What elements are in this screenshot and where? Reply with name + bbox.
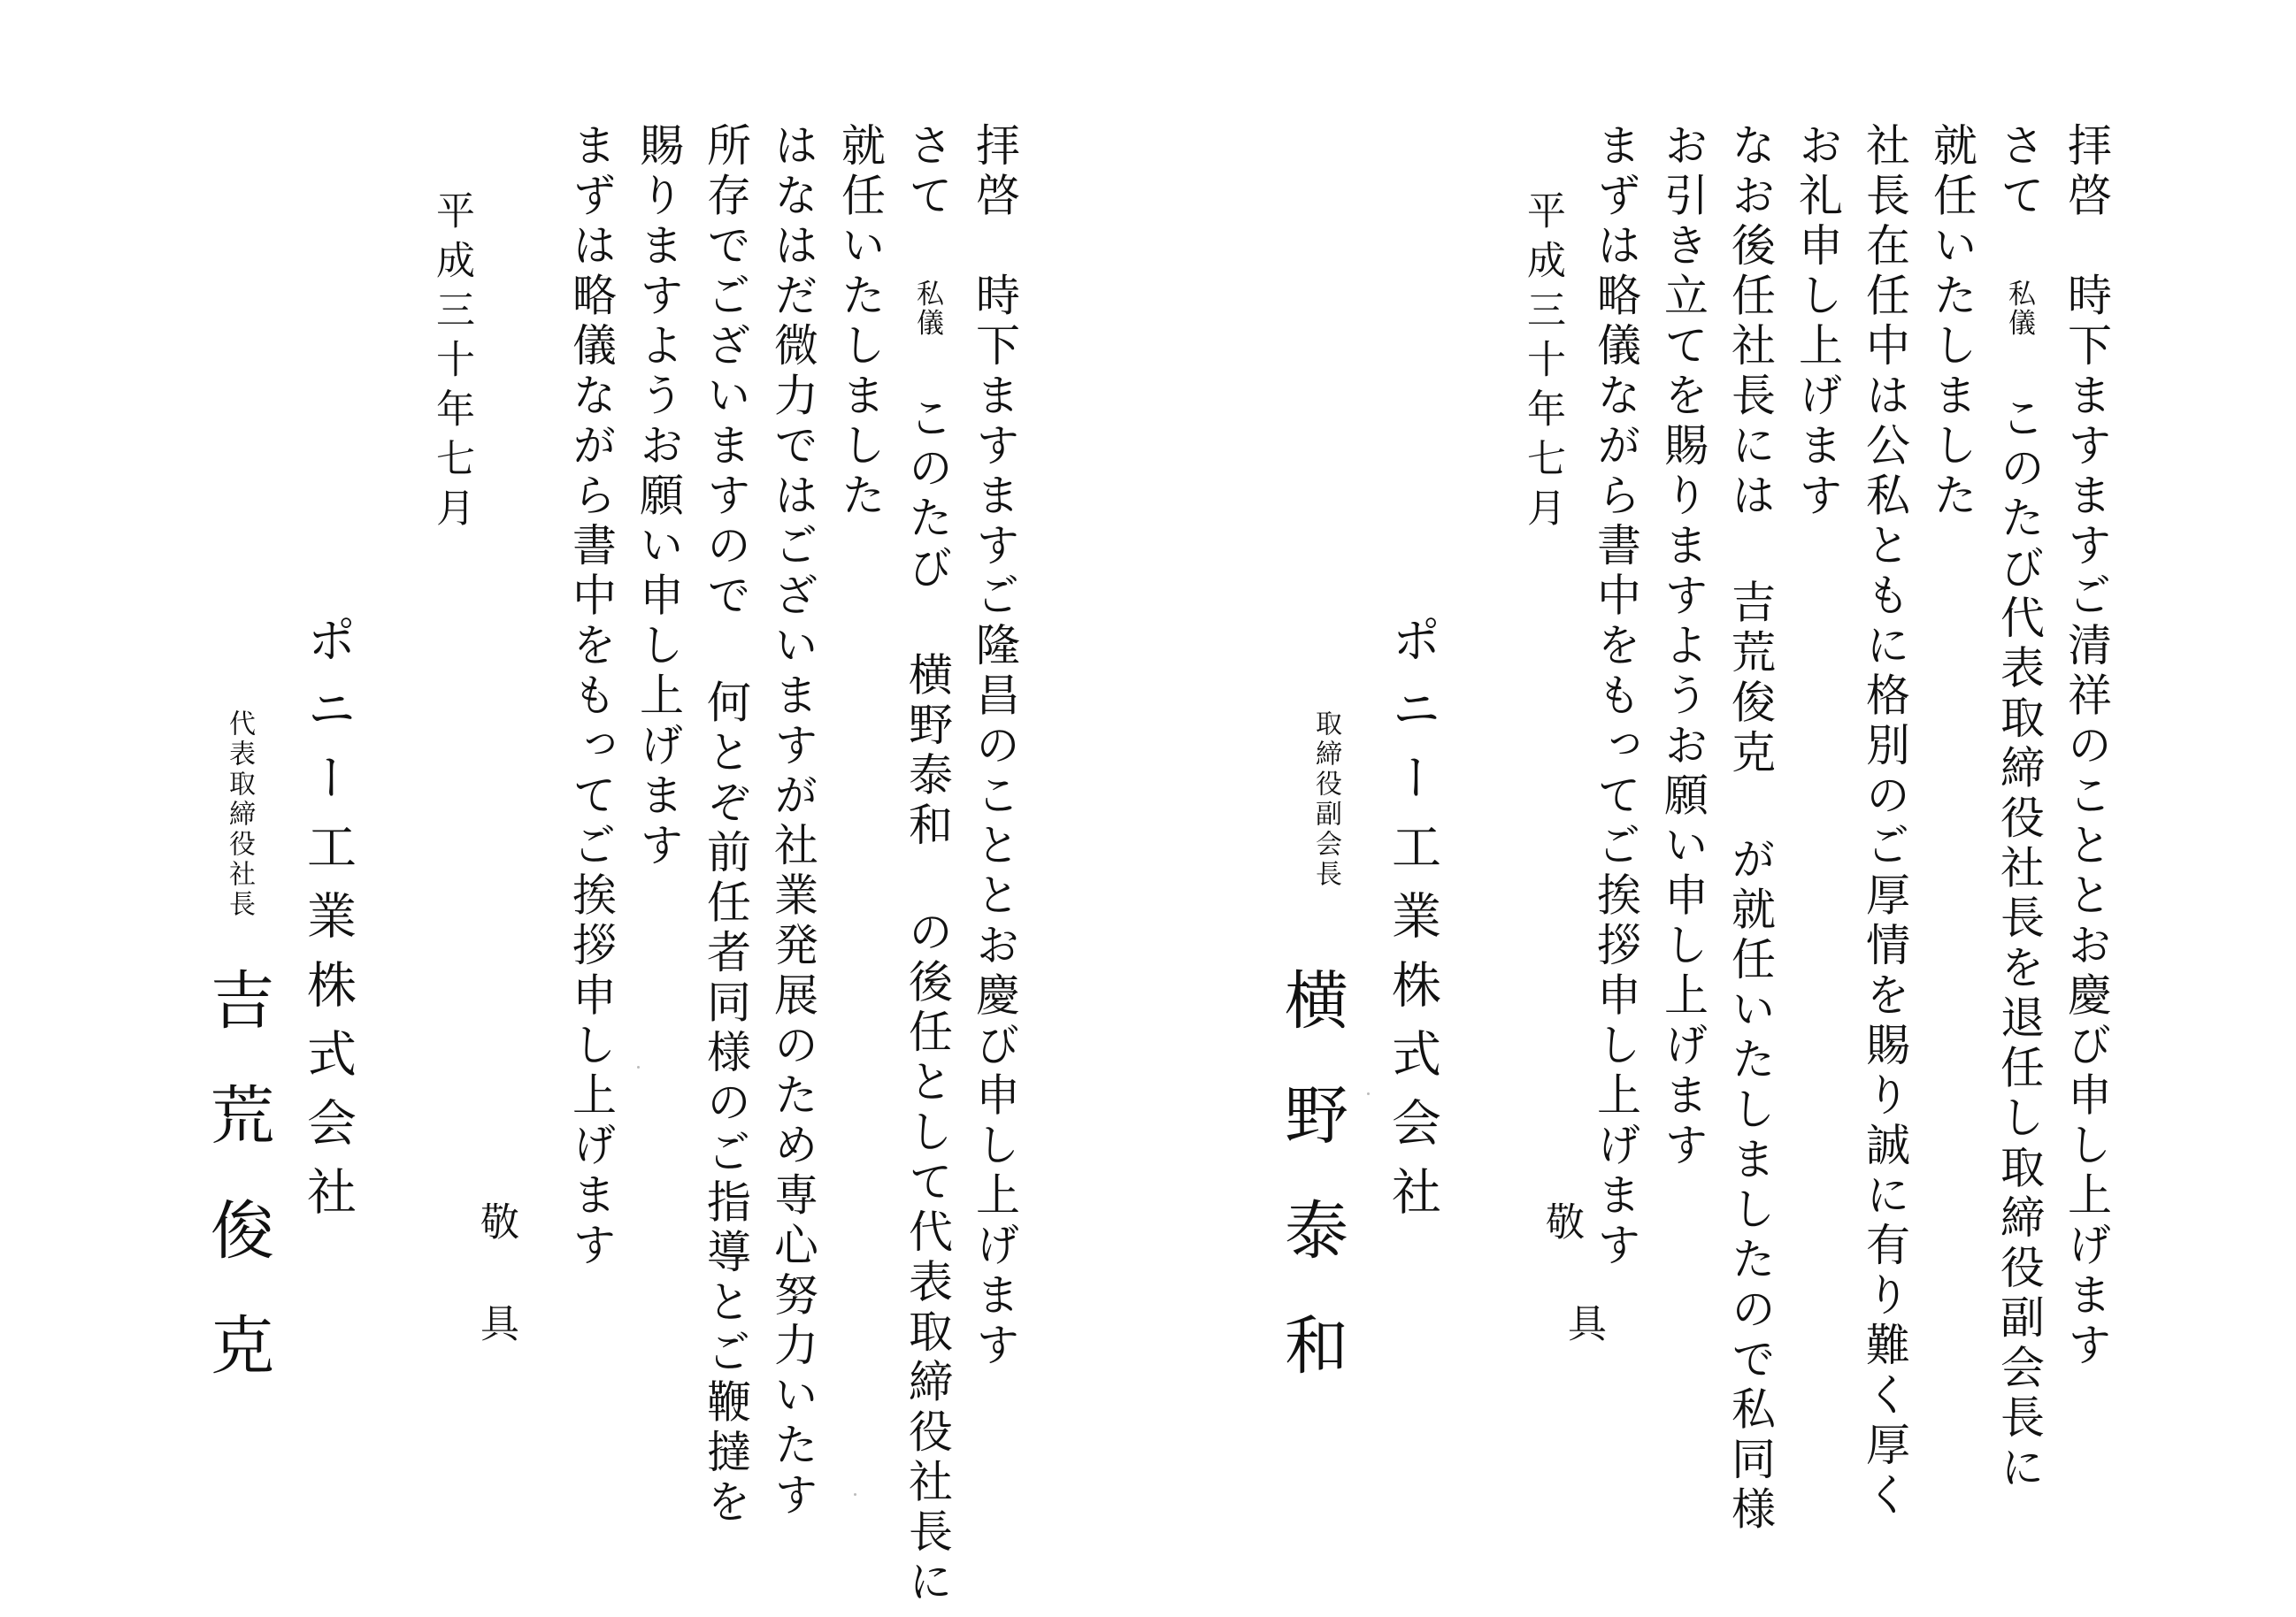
scan-speck	[1367, 1092, 1370, 1095]
scan-speck	[854, 1493, 856, 1496]
right-letter-signer-name: 横野泰和	[1274, 967, 1348, 1427]
left-letter-line-3: 就任いたしました	[834, 122, 886, 522]
right-letter-line-1: 拝啓 時下ますますご清祥のこととお慶び申し上げます	[2061, 122, 2112, 1372]
right-letter-signer-title: 取締役副会長	[1310, 709, 1341, 890]
left-letter-line-4: はなはだ微力ではございますが社業発展のため専心努力いたす	[767, 122, 818, 1521]
right-letter-line-7: お引き立てを賜りますようお願い申し上げます	[1657, 122, 1709, 1172]
right-letter-line-4: 社長在任中は公私ともに格別のご厚情を賜り誠に有り難く厚く	[1859, 122, 1910, 1521]
left-letter-line-1: 拝啓 時下ますますご隆昌のこととお慶び申し上げます	[969, 122, 1020, 1372]
right-letter-line-3: 就任いたしました	[1926, 122, 1977, 522]
right-keigu-kei: 敬	[1539, 1201, 1584, 1240]
left-letter-line-6: 賜りますようお願い申し上げます	[633, 122, 684, 872]
left-letter-line-5: 所存でございますので 何とぞ前任者同様のご指導とご鞭撻を	[700, 122, 751, 1529]
watakushigi-text: 私儀	[2003, 279, 2035, 338]
right-keigu-gu: 具	[1561, 1303, 1606, 1342]
left-letter-line-7: まずは略儀ながら書中をもってご挨拶申し上げます	[565, 122, 617, 1272]
right-letter-line-5: お礼申し上げます	[1792, 122, 1843, 522]
left-keigu-kei: 敬	[473, 1201, 518, 1240]
left-letter-company: ポニー工業株式会社	[299, 614, 357, 1235]
left-letter-signer-title: 代表取締役社長	[224, 709, 255, 920]
watakushigi-text: 私儀	[911, 279, 943, 338]
left-letter-signer-name: 吉荒俊克	[200, 967, 274, 1427]
right-letter-line-6: なお後任社長には 吉荒俊克 が就任いたしましたので私同様	[1724, 122, 1776, 1536]
right-letter-date: 平成三十年七月	[1520, 190, 1565, 537]
right-letter-line-2: さて 私儀 このたび代表取締役社長を退任し取締役副会長に	[1993, 122, 2045, 1494]
left-letter-date: 平成三十年七月	[429, 190, 474, 537]
right-letter-line-8: まずは略儀ながら書中をもってご挨拶申し上げます	[1590, 122, 1641, 1272]
scan-speck	[637, 1066, 640, 1069]
right-letter-company: ポニー工業株式会社	[1384, 614, 1441, 1235]
left-letter-line-2: さて 私儀 このたび 横野泰和 の後任として代表取締役社長に	[902, 122, 953, 1608]
left-keigu-gu: 具	[473, 1303, 518, 1342]
